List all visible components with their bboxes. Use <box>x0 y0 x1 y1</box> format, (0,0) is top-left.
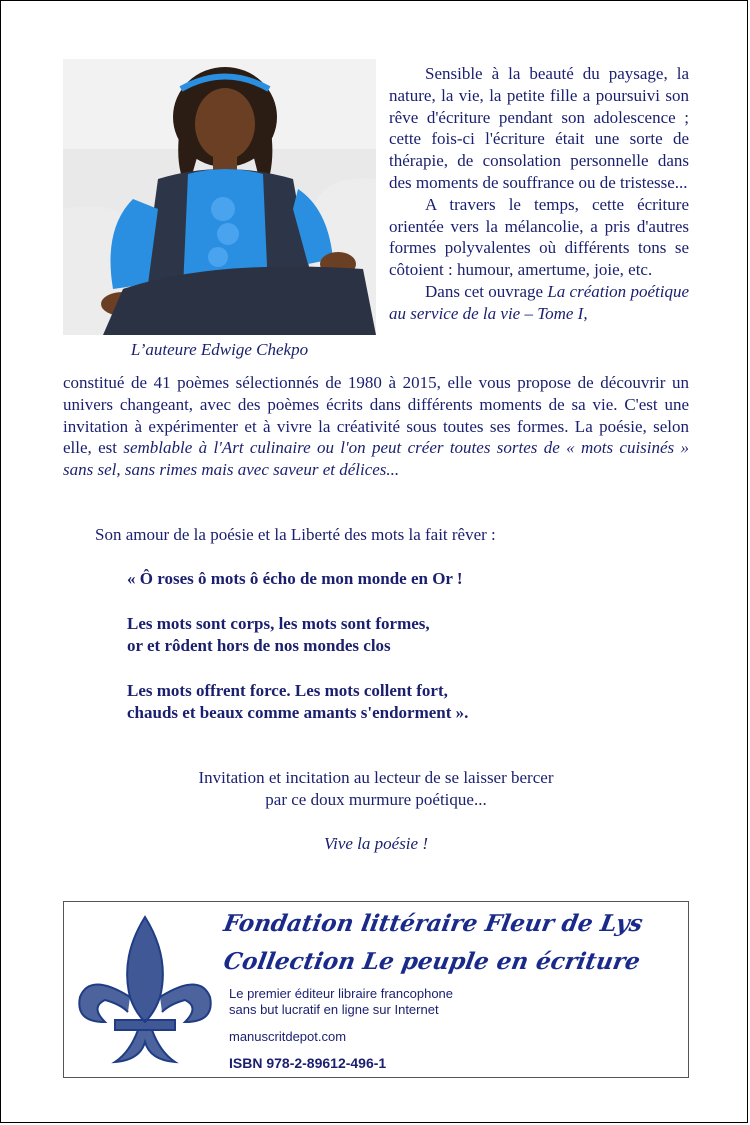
paragraph-3-lead: Dans cet ouvrage <box>425 281 548 301</box>
intro-text-column <box>389 63 689 325</box>
publisher-website[interactable]: manuscritdepot.com <box>229 1029 347 1044</box>
invitation-line-2: par ce doux murmure poétique... <box>265 790 487 809</box>
collection-name: Collection Le peuple en écriture <box>221 948 643 975</box>
publisher-name: Fondation littéraire Fleur de Lys <box>221 910 645 937</box>
poem-line-3: or et rôdent hors de nos mondes clos <box>127 636 391 655</box>
poem-line-2: Les mots sont corps, les mots sont formes, <box>127 614 430 633</box>
author-portrait-illustration <box>63 59 376 335</box>
paragraph-1: Sensible à la beauté du paysage, la nature, la vie, la petite fille a poursuivi son rêve d'écriture pendant son adolescence ; cette fois-ci l'écriture était une sorte de thérapie, de consolation personnelle dans des moments de souffrance ou de tristesse... <box>389 64 689 192</box>
paragraph-3-continuation <box>63 372 689 481</box>
publisher-box <box>63 901 689 1078</box>
poem-line-5: chauds et beaux comme amants s'endorment ». <box>127 703 469 722</box>
publisher-desc-line-2: sans but lucratif en ligne sur Internet <box>229 1002 439 1017</box>
vive-la-poesie: Vive la poésie ! <box>323 834 428 853</box>
fleur-de-lys-icon <box>70 912 220 1072</box>
photo-caption: L’auteure Edwige Chekpo <box>130 340 309 359</box>
invitation-line-1: Invitation et incitation au lecteur de se laisser bercer <box>198 768 554 787</box>
poem-line-4: Les mots offrent force. Les mots collent fort, <box>127 681 448 700</box>
paragraph-3-body: constitué de 41 poèmes sélectionnés de 1980 à 2015, elle vous propose de découvrir un univers changeant, avec des poèmes écrits dans différents moments de sa vie. C'est une invitation à expérimenter et à vivre la créativité sous toutes ses formes. La poésie, selon elle, est <box>63 373 689 458</box>
paragraph-3-start <box>389 281 689 325</box>
publisher-description <box>229 986 453 1018</box>
author-photo <box>63 59 376 335</box>
love-line: Son amour de la poésie et la Liberté des mots la fait rêver : <box>95 525 496 544</box>
publisher-desc-line-1: Le premier éditeur libraire francophone <box>229 986 454 1001</box>
paragraph-3-italic: semblable à l'Art culinaire ou l'on peut créer toutes sortes de « mots cuisinés » sans sel, sans rimes mais avec saveur et délices... <box>63 438 690 480</box>
paragraph-2: A travers le temps, cette écriture orientée vers la mélancolie, a pris d'autres formes polyvalentes où différents tons se côtoient : humour, amertume, joie, etc. <box>389 194 689 280</box>
isbn: ISBN 978-2-89612-496-1 <box>229 1055 387 1071</box>
book-title: La création poétique au service de la vie – Tome I, <box>389 281 689 323</box>
poem-line-1: « Ô roses ô mots ô écho de mon monde en Or ! <box>127 569 463 588</box>
